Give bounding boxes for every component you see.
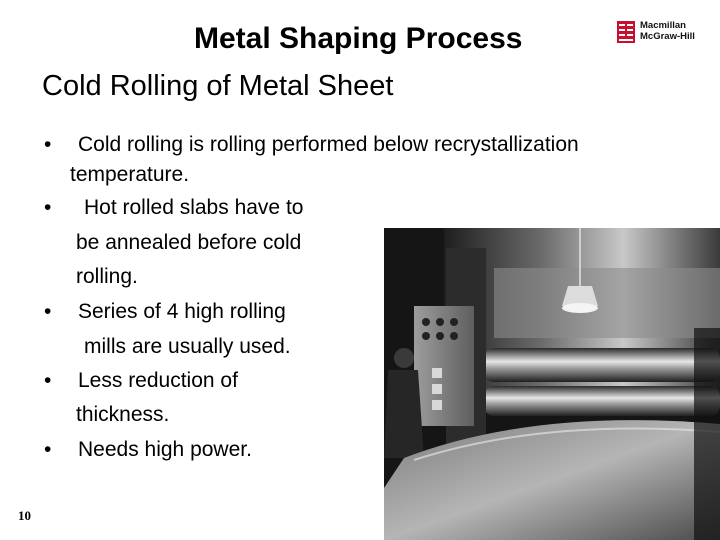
bullet-marker: • xyxy=(44,438,52,461)
slide-subtitle: Cold Rolling of Metal Sheet xyxy=(42,70,394,102)
bullet-2-line-3: rolling. xyxy=(76,265,138,288)
bullet-marker: • xyxy=(44,300,52,323)
publisher-name xyxy=(640,20,695,42)
bullet-marker: • xyxy=(44,196,52,219)
bullet-3-line-1: Series of 4 high rolling xyxy=(78,300,286,323)
publisher-line-1: Macmillan xyxy=(640,20,686,31)
bullet-marker: • xyxy=(44,133,52,156)
cold-rolling-mill-photo xyxy=(384,228,720,540)
bullet-4-line-2: thickness. xyxy=(76,403,170,426)
bullet-1-line-1: Cold rolling is rolling performed below recrystallization xyxy=(78,133,579,156)
bullet-2-line-2: be annealed before cold xyxy=(76,231,302,254)
bullet-1-line-2: temperature. xyxy=(70,163,190,186)
page-number: 10 xyxy=(18,508,31,523)
bullet-marker: • xyxy=(44,369,52,392)
publisher-logo xyxy=(617,19,701,47)
bullet-5-line-1: Needs high power. xyxy=(78,438,252,461)
publisher-line-2: McGraw-Hill xyxy=(640,31,695,42)
bullet-4-line-1: Less reduction of xyxy=(78,369,238,392)
slide-title: Metal Shaping Process xyxy=(194,22,523,55)
bullet-3-line-2: mills are usually used. xyxy=(84,335,291,358)
bullet-2-line-1: Hot rolled slabs have to xyxy=(84,196,304,219)
rolling-mill-illustration xyxy=(384,228,720,540)
mcgraw-hill-logo-icon xyxy=(617,21,635,43)
